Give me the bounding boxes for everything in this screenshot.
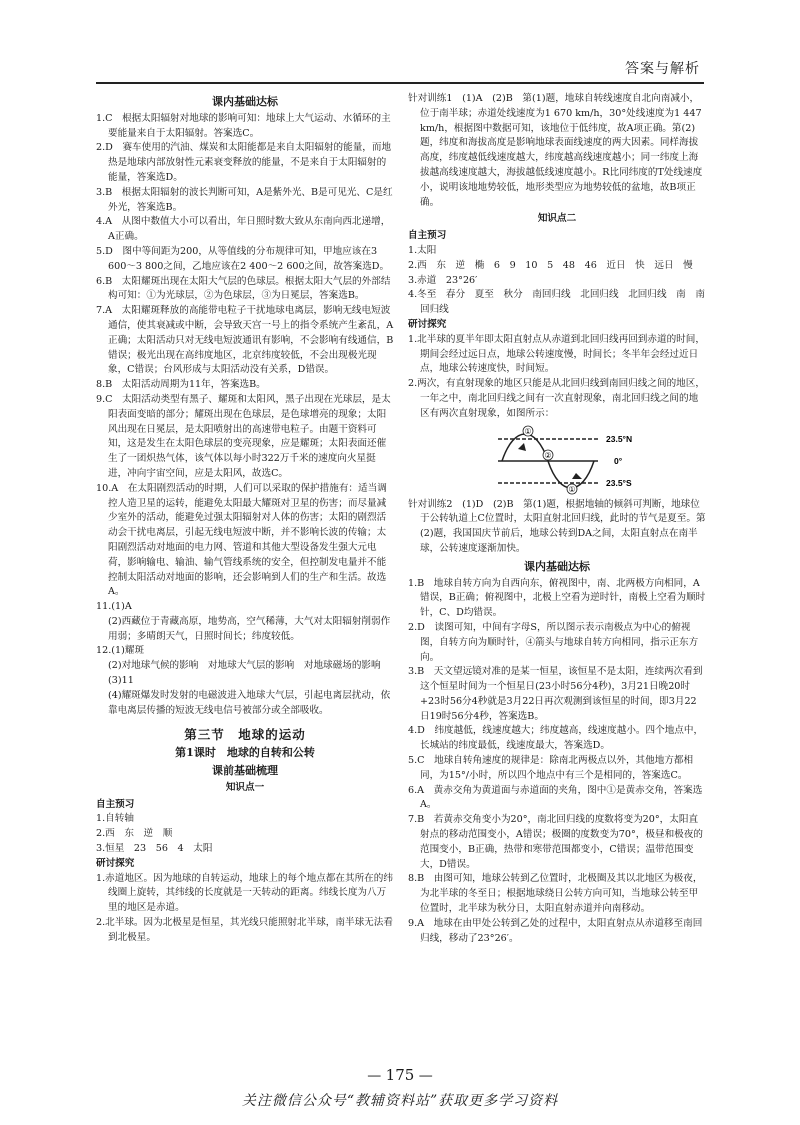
label-equator: 0° <box>614 455 623 466</box>
answer-item: 1.C 根据太阳辐射对地球的影响可知：地球上大气运动、水循环的主要能量来自于太阳辐射。答案选C。 <box>96 112 391 139</box>
right-column <box>408 92 706 946</box>
answer-subitem: (2)西藏位于青藏高原，地势高，空气稀薄，大气对太阳辐射削弱作用弱；多晴朗天气，日照时间长；纬度较低。 <box>108 615 391 642</box>
answer-item: 2.D 读图可知，中间有字母S，所以图示表示南极点为中心的俯视图，自转方向为顺时针，④箭头与地球自转方向相同，指示正东方向。 <box>408 621 699 663</box>
heading-pre: 课前基础梳理 <box>212 764 278 778</box>
answer-item: 1.自转轴 <box>96 813 134 825</box>
answer-item: 1.北半球的夏半年即太阳直射点从赤道到北回归线再回到赤道的时间，期间会经过远日点，地球公转速度慢，时间长；冬半年会经过近日点，地球公转速度快，时间短。 <box>408 333 705 375</box>
answer-item: 3.B 天文望远镜对准的是某一恒星，该恒星不是太阳，连续两次看到这个恒星时间为一个恒星日(23小时56分4秒)，3月21日晚20时+23时56分4秒就是3月22日再次观测到该恒星的时间，即3月22日19时56分4秒，答案选B。 <box>408 666 703 722</box>
subheading-yanjiu: 研讨探究 <box>96 857 135 869</box>
section-title: 第三节 地球的运动 <box>184 727 306 743</box>
footer-note: 关注微信公众号“教辅资料站”获取更多学习资料 <box>241 1093 559 1109</box>
answer-item: 2.西 东 逆 椭 6 9 10 5 48 46 近日 快 远日 慢 <box>408 259 693 271</box>
answer-item: 9.C 太阳活动类型有黑子、耀斑和太阳风，黑子出现在光球层，是太阳表面变暗的部分；耀斑出现在色球层，是色球增亮的现象；太阳风出现在日冕层，是太阳喷射出的高速带电粒子。由题干资料可知，这是发生在太阳色球层的变亮现象，应是耀斑；太阳表面还催生了一团炽热气体，该气体以每小时322万千米的速度向火星挺进，冲向宇宙空间，应是太阳风，故选C。 <box>96 393 391 479</box>
answer-item: 2.两次，有直射现象的地区只能是从北回归线到南回归线之间的地区，一年之中，南北回归线之间有一次直射现象，南北回归线之间的地区有两次直射现象，如图所示： <box>408 378 705 419</box>
label-23n: 23.5°N <box>606 433 633 444</box>
answer-item: 2.D 赛车使用的汽油、煤炭和太阳能都是来自太阳辐射的能量，而地热是地球内部放射性元素衰变释放的能量，不是来自于太阳辐射的能量，答案选D。 <box>96 142 392 183</box>
answer-subitem: (2)对地球气候的影响 对地球大气层的影响 对地球磁场的影响 <box>108 660 381 672</box>
answer-item: 12.(1)耀斑 <box>96 645 145 657</box>
answer-item: 3.恒星 23 56 4 太阳 <box>96 843 213 855</box>
answer-item: 11.(1)A <box>96 601 132 613</box>
answer-item: 7.A 太阳耀斑释放的高能带电粒子干扰地球电离层，影响无线电短波通信，使其衰减或中断，会导致天宫一号上的指令系统产生紊乱，A正确；太阳活动只对无线电短波通讯有影响，不会影响有线通信，B错误；极光出现在高纬度地区，北京纬度较低，不会出现极光现象，C错误；台风形成与太阳活动没有关系，D错误。 <box>96 305 394 376</box>
arrow-icon <box>572 473 582 479</box>
answer-item: 1.太阳 <box>408 244 437 256</box>
subheading-zizhu: 自主预习 <box>408 230 447 242</box>
heading-kp1: 知识点一 <box>225 781 265 793</box>
answer-item: 8.B 太阳活动周期为11年，答案选B。 <box>96 379 266 391</box>
answer-item: 6.A 黄赤交角为黄道面与赤道面的夹角，图中①是黄赤交角，答案选A。 <box>408 784 703 811</box>
answer-subitem: (3)11 <box>108 675 134 687</box>
subheading-zizhu: 自主预习 <box>96 798 135 810</box>
header-title: 答案与解析 <box>625 61 700 77</box>
answer-item: 7.B 若黄赤交角变小为20°，南北回归线的度数将变为20°，太阳直射点的移动范围变小，A错误；极圈的度数变为70°，极昼和极夜的范围变小，B正确，热带和寒带范围都变小，C错误；温带范围变大，D错误。 <box>408 814 703 870</box>
label-23s: 23.5°S <box>606 477 632 488</box>
heading-ketang: 课内基础达标 <box>212 95 278 108</box>
answer-item: 2.北半球。因为北极星是恒星，其光线只能照射北半球，南半球无法看到北极星。 <box>96 917 393 943</box>
heading-ketang: 课内基础达标 <box>524 559 590 573</box>
page-header <box>96 52 704 84</box>
answer-item: 9.A 地球在由甲处公转到乙处的过程中，太阳直射点从赤道移至南回归线，移动了23°26′。 <box>408 917 703 944</box>
answer-item: 1.赤道地区。因为地球的自转运动，地球上的每个地点都在其所在的纬线圈上旋转，其纬线的长度就是一天转动的距离。纬线长度为八万里的地区是赤道。 <box>96 872 393 914</box>
answer-item: 5.D 图中等间距为200，从等值线的分布规律可知，甲地应该在3 600～3 800之间，乙地应该在2 400～2 600之间，故答案选D。 <box>96 245 390 272</box>
heading-kp2: 知识点二 <box>537 213 577 225</box>
answer-item: 4.冬至 春分 夏至 秋分 南回归线 北回归线 北回归线 南 南回归线 <box>408 289 705 316</box>
answer-item: 5.C 地球自转角速度的规律是：除南北两极点以外，其他地方都相同，为15°/小时，所以四个地点中有三个是相同的，答案选C。 <box>408 755 694 781</box>
answer-item: 8.B 由图可知，地球公转到乙位置时，北极圈及其以北地区为极夜，为北半球的冬至日；根据地球绕日公转方向可知，当地球公转至甲位置时，北半球为秋分日，太阳直射赤道并向南移动。 <box>408 873 703 915</box>
marker-1-label: ① <box>524 426 532 436</box>
answer-item: 2.西 东 逆 顺 <box>96 828 173 840</box>
training-1: 针对训练1 (1)A (2)B 第(1)题，地球自转线速度自北向南减小，位于南半球；赤道处线速度为1 670 km/h，30°处线速度为1 447 km/h，根据图中数据可知，该地位于低纬度，故A项正确。第(2)题，纬度和海拔高度是影响地球表面线速度的两大因素。同样海拔高度，纬度越低线速度越大，纬度越高线速度越小；同一纬度上海拔越高线速度越大，海拔越低线速度越小。R比同纬度的T处线速度小，说明该地地势较低，地形类型应为地势较低的盆地，故B项正确。 <box>408 93 703 208</box>
direct-sun-diagram <box>488 425 668 495</box>
marker-2-label: ② <box>544 450 552 460</box>
answer-item: 3.赤道 23°26′ <box>408 274 478 286</box>
answer-subitem: (4)耀斑爆发时发射的电磁波进入地球大气层，引起电离层扰动，依靠电离层传播的短波无线电信号被部分或全部吸收。 <box>108 689 391 716</box>
arrow-icon <box>518 443 526 451</box>
lesson-title: 第1课时 地球的自转和公转 <box>175 746 315 760</box>
answer-item: 3.B 根据太阳辐射的波长判断可知，A是紫外光、B是可见光、C是红外光，答案选B。 <box>96 186 393 213</box>
subheading-yanjiu: 研讨探究 <box>408 318 447 330</box>
answer-item: 6.B 太阳耀斑出现在太阳大气层的色球层。根据太阳大气层的外部结构可知：①为光球层，②为色球层，③为日冕层，答案选B。 <box>96 275 391 302</box>
answer-item: 10.A 在太阳剧烈活动的时期，人们可以采取的保护措施有：适当调控人造卫星的运转，能避免太阳最大耀斑对卫星的伤害；而尽量减少室外的活动，能避免过强太阳辐射对人体的伤害；太阳的剧烈活动会干扰电离层，引起无线电短波中断，并不影响长波的传输；太阳剧烈活动对地面的电力网、管道和其他大型设备发生强大元电荷，影响输电、输油、输气管线系统的安全，但控制发电量并不能控制太阳活动对地面的影响，还会影响到人们的生产和生活。故选A。 <box>96 482 387 598</box>
answer-item: 1.B 地球自转方向为自西向东，俯视图中，南、北两极方向相同，A错误，B正确；俯视图中，北极上空看为逆时针，南极上空看为顺时针，C、D均错误。 <box>408 577 706 619</box>
training-2: 针对训练2 (1)D (2)B 第(1)题，根据地轴的倾斜可判断，地球位于公转轨道上C位置时，太阳直射北回归线，此时的节气是夏至。第(2)题，我国国庆节前后，地球公转到DA之间，太阳直射点在南半球，公转速度逐渐加快。 <box>408 498 706 554</box>
left-column <box>96 92 394 946</box>
marker-3-label: ① <box>568 484 576 494</box>
answer-item: 4.D 纬度越低，线速度越大；纬度越高，线速度越小。四个地点中，长城站的纬度最低，线速度最大，答案选D。 <box>408 725 704 752</box>
answer-item: 4.A 从图中数值大小可以看出，年日照时数大致从东南向西北递增，A正确。 <box>96 216 391 243</box>
page-number: — 175 — <box>367 1066 433 1084</box>
